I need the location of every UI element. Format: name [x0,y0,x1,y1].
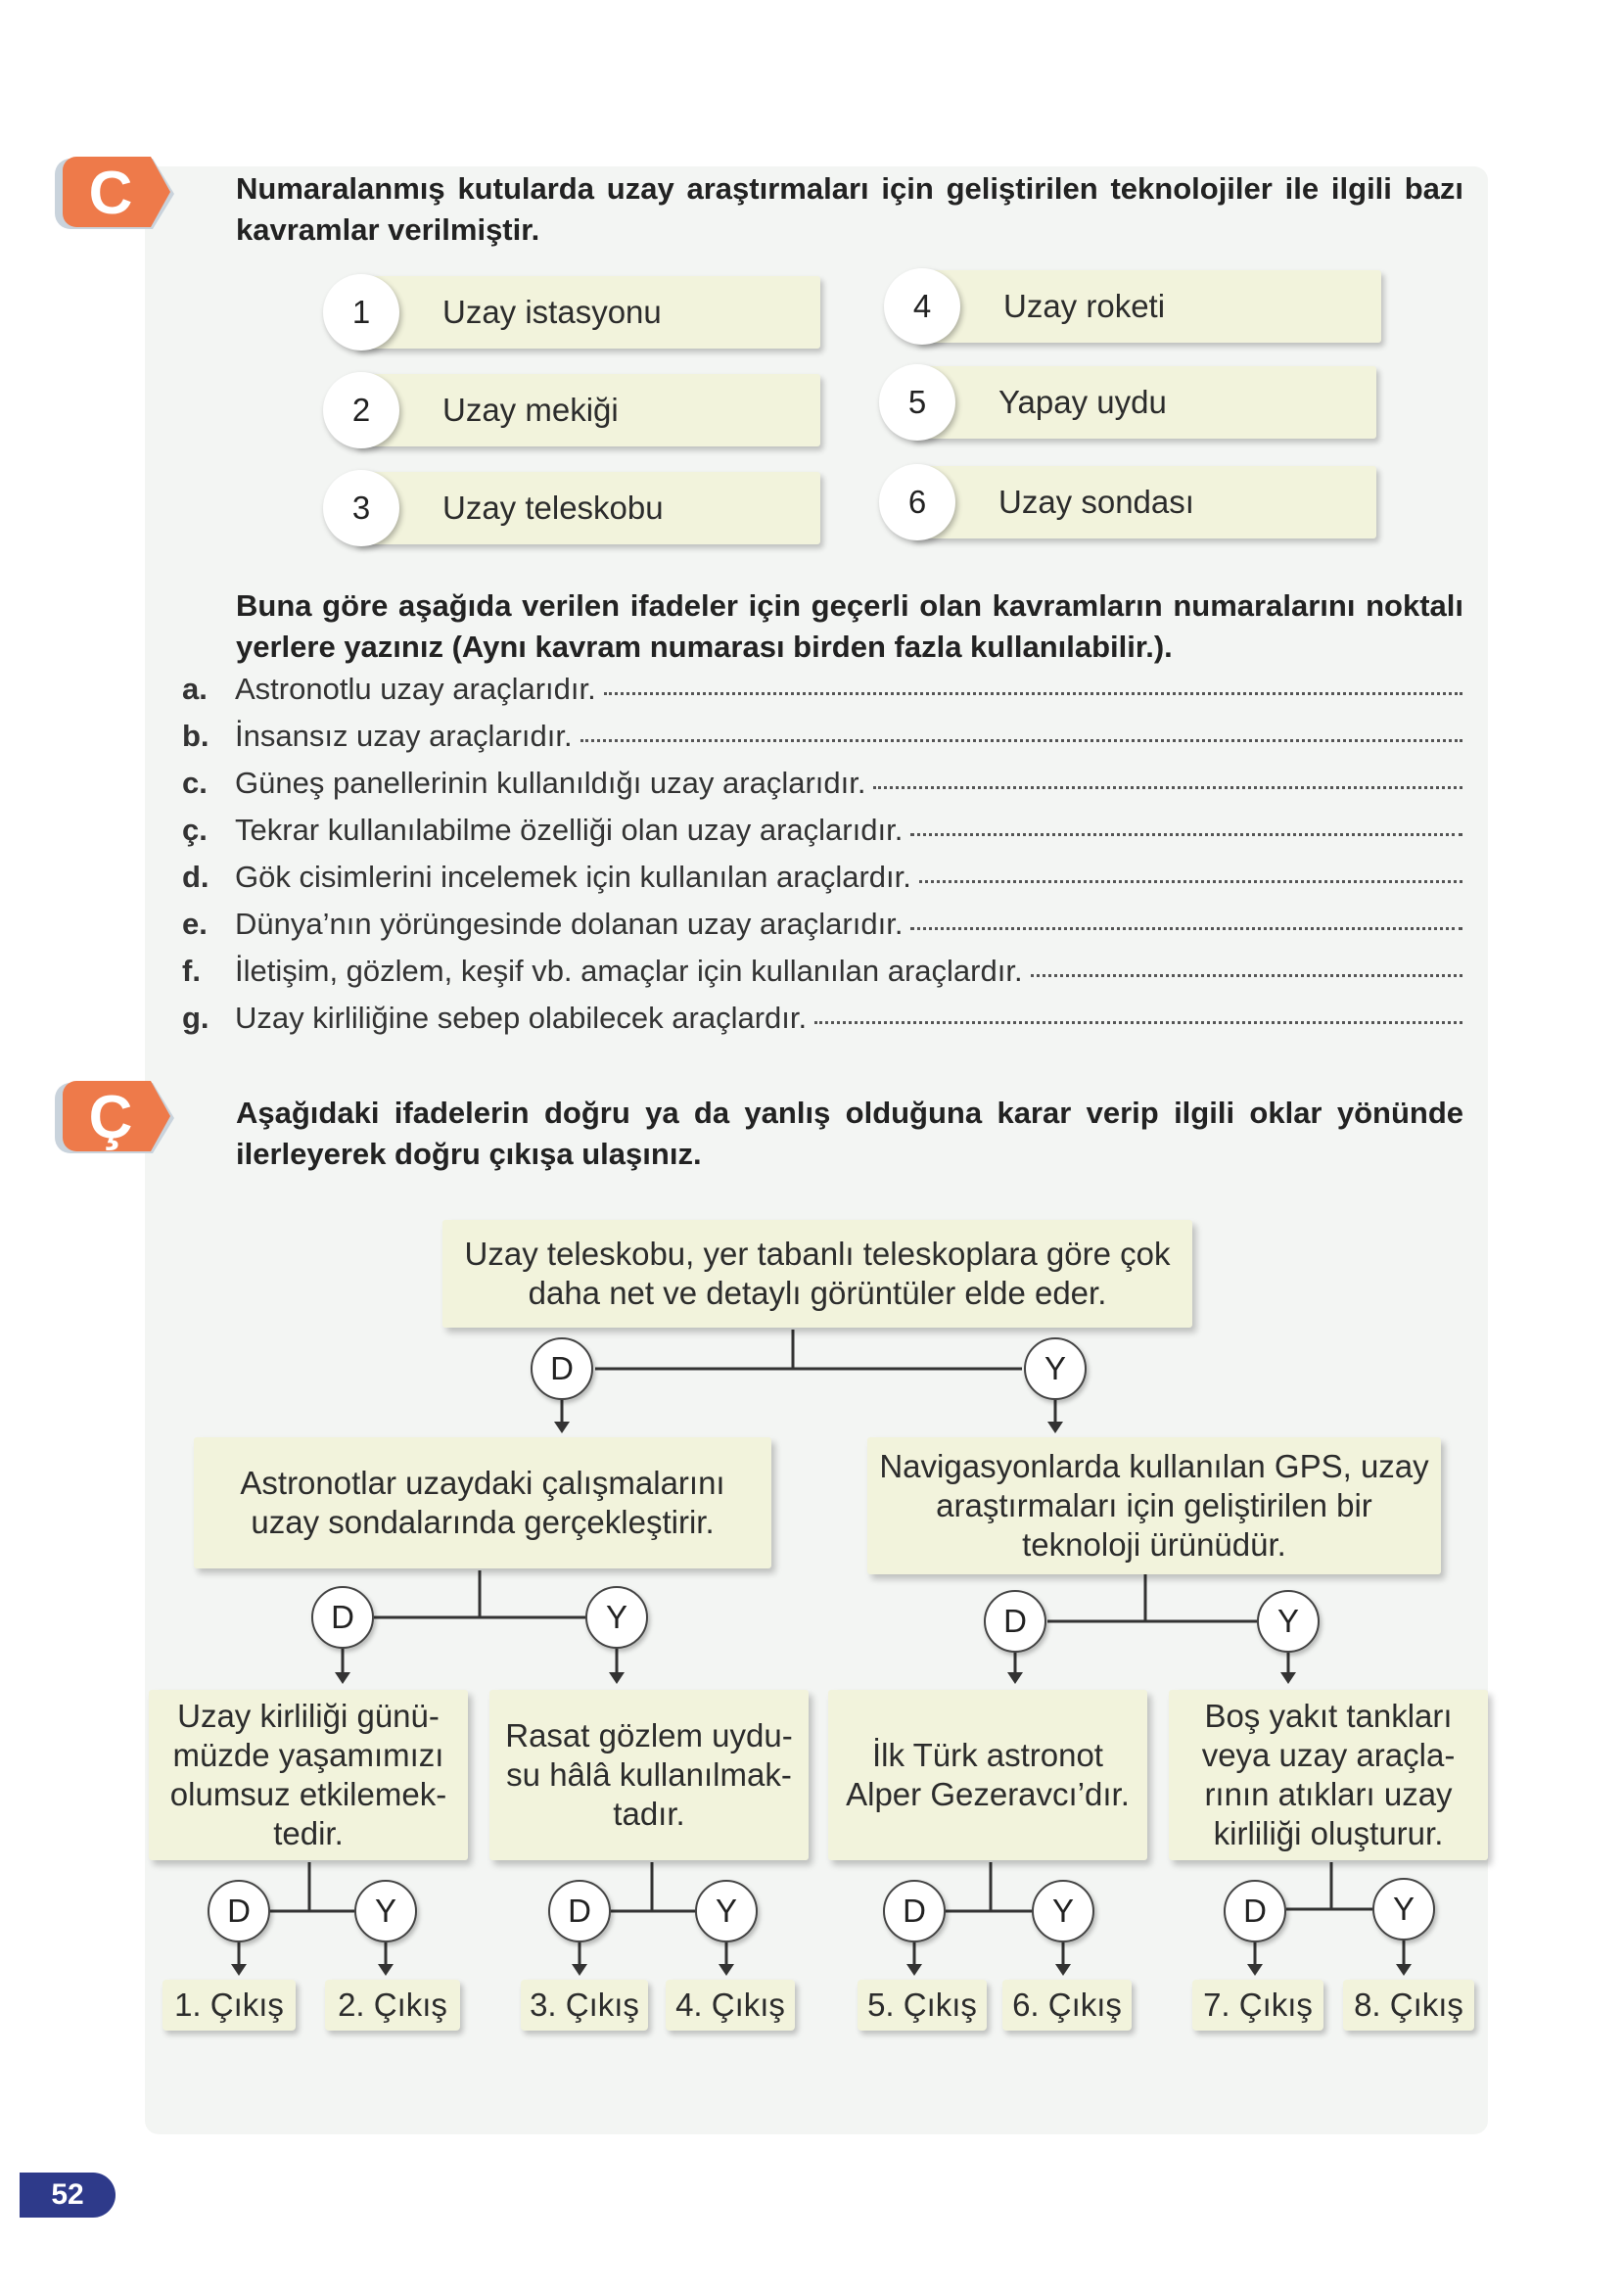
exit-7[interactable]: 7. Çıkış [1192,1980,1323,2031]
false-node[interactable]: Y [354,1880,417,1942]
statement-line: Alper Gezeravcı’dır. [846,1776,1130,1812]
exit-2[interactable]: 2. Çıkış [325,1980,460,2031]
section-c-instruction: Numaralanmış kutularda uzay araştırmaları için geliştirilen teknolojiler ile ilgili bazı kavramlar verilmiştir. [236,171,1463,247]
question-letter: e. [182,907,208,941]
statement-line: veya uzay araçla- [1201,1737,1456,1773]
flow-statement-level2-right: Navigasyonlarda kullanılan GPS, uzay araştırmaları için geliştirilen bir teknoloji ürünüdür. [867,1437,1441,1574]
concept-label: Uzay sondası [998,484,1194,520]
flow-statement-level3-4 [1169,1690,1488,1860]
question-letter: a. [182,672,208,706]
concept-number: 2 [323,372,399,448]
exit-3[interactable]: 3. Çıkış [521,1980,648,2031]
section-c-instruction-2: Buna göre aşağıda verilen ifadeler için geçerli olan kavramların numaralarını noktalı yerlere yazınız (Aynı kavram numarası birden fazla kullanılabilir.). [236,588,1463,664]
question-letter: c. [182,766,208,800]
statement-line: İlk Türk astronot [872,1737,1103,1773]
true-node[interactable]: D [883,1880,946,1942]
concept-label: Uzay teleskobu [442,490,664,526]
flow-root-statement: Uzay teleskobu, yer tabanlı teleskoplara göre çok daha net ve detaylı görüntüler elde eder. [442,1220,1192,1328]
statement-line: Rasat gözlem uydu- [505,1717,793,1753]
question-text: Güneş panellerinin kullanıldığı uzay araçlarıdır. [235,766,866,800]
true-node[interactable]: D [548,1880,611,1942]
question-letter: b. [182,719,209,753]
flow-statement-level3-3 [828,1690,1147,1860]
true-node[interactable]: D [208,1880,270,1942]
true-node[interactable]: D [531,1337,593,1400]
true-node[interactable]: D [311,1586,374,1649]
statement-line: kirliliği oluşturur. [1213,1815,1444,1851]
true-node[interactable]: D [984,1590,1046,1653]
question-letter: ç. [182,813,208,847]
question-text: İnsansız uzay araçlarıdır. [235,719,573,753]
exit-8[interactable]: 8. Çıkış [1343,1980,1474,2031]
question-letter: d. [182,860,209,894]
false-node[interactable]: Y [1032,1880,1094,1942]
question-letter: g. [182,1001,209,1035]
statement-line: müzde yaşamımızı [172,1737,444,1773]
concept-number: 3 [323,470,399,546]
false-node[interactable]: Y [1257,1590,1320,1653]
section-c-letter: C [88,160,133,227]
statement-line: Uzay kirliliği günü- [177,1698,440,1734]
statement-line: olumsuz etkilemek- [169,1776,447,1812]
concept-number: 5 [879,364,955,441]
statement-line: su hâlâ kullanılmak- [506,1756,792,1793]
concept-label: Uzay istasyonu [442,294,662,330]
question-text: Tekrar kullanılabilme özelliği olan uzay araçlarıdır. [235,813,904,847]
section-cc-letter: Ç [88,1084,133,1151]
exit-5[interactable]: 5. Çıkış [858,1980,987,2031]
statement-line: rının atıkları uzay [1204,1776,1453,1812]
concept-number: 4 [884,268,960,345]
false-node[interactable]: Y [1024,1337,1087,1400]
concept-label: Yapay uydu [998,384,1167,420]
statement-line: tadır. [613,1796,685,1832]
exit-6[interactable]: 6. Çıkış [1002,1980,1132,2031]
question-text: İletişim, gözlem, keşif vb. amaçlar için kullanılan araçlardır. [235,954,1023,988]
exit-4[interactable]: 4. Çıkış [666,1980,795,2031]
concept-label: Uzay roketi [1003,288,1166,324]
true-node[interactable]: D [1224,1880,1286,1942]
exit-1[interactable]: 1. Çıkış [162,1980,296,2031]
statement-line: Boş yakıt tankları [1204,1698,1453,1734]
concept-number: 6 [879,464,955,540]
question-text: Dünya’nın yörüngesinde dolanan uzay araçlarıdır. [235,907,904,941]
flow-statement-level3-1 [149,1690,468,1860]
page-number: 52 [20,2173,116,2218]
statement-line: tedir. [273,1815,344,1851]
false-node[interactable]: Y [585,1586,648,1649]
flow-statement-level2-left: Astronotlar uzaydaki çalışmalarını uzay sondalarında gerçekleştirir. [194,1437,771,1568]
question-text: Uzay kirliliğine sebep olabilecek araçlardır. [235,1001,808,1035]
flow-statement-level3-2 [489,1690,809,1860]
false-node[interactable]: Y [1372,1878,1435,1940]
question-text: Astronotlu uzay araçlarıdır. [235,672,596,706]
question-letter: f. [182,954,201,988]
question-text: Gök cisimlerini incelemek için kullanılan araçlardır. [235,860,911,894]
concept-label: Uzay mekiği [442,392,619,428]
false-node[interactable]: Y [695,1880,758,1942]
concept-number: 1 [323,274,399,351]
section-cc-instruction: Aşağıdaki ifadelerin doğru ya da yanlış olduğuna karar verip ilgili oklar yönünde ilerleyerek doğru çıkışa ulaşınız. [236,1096,1463,1171]
